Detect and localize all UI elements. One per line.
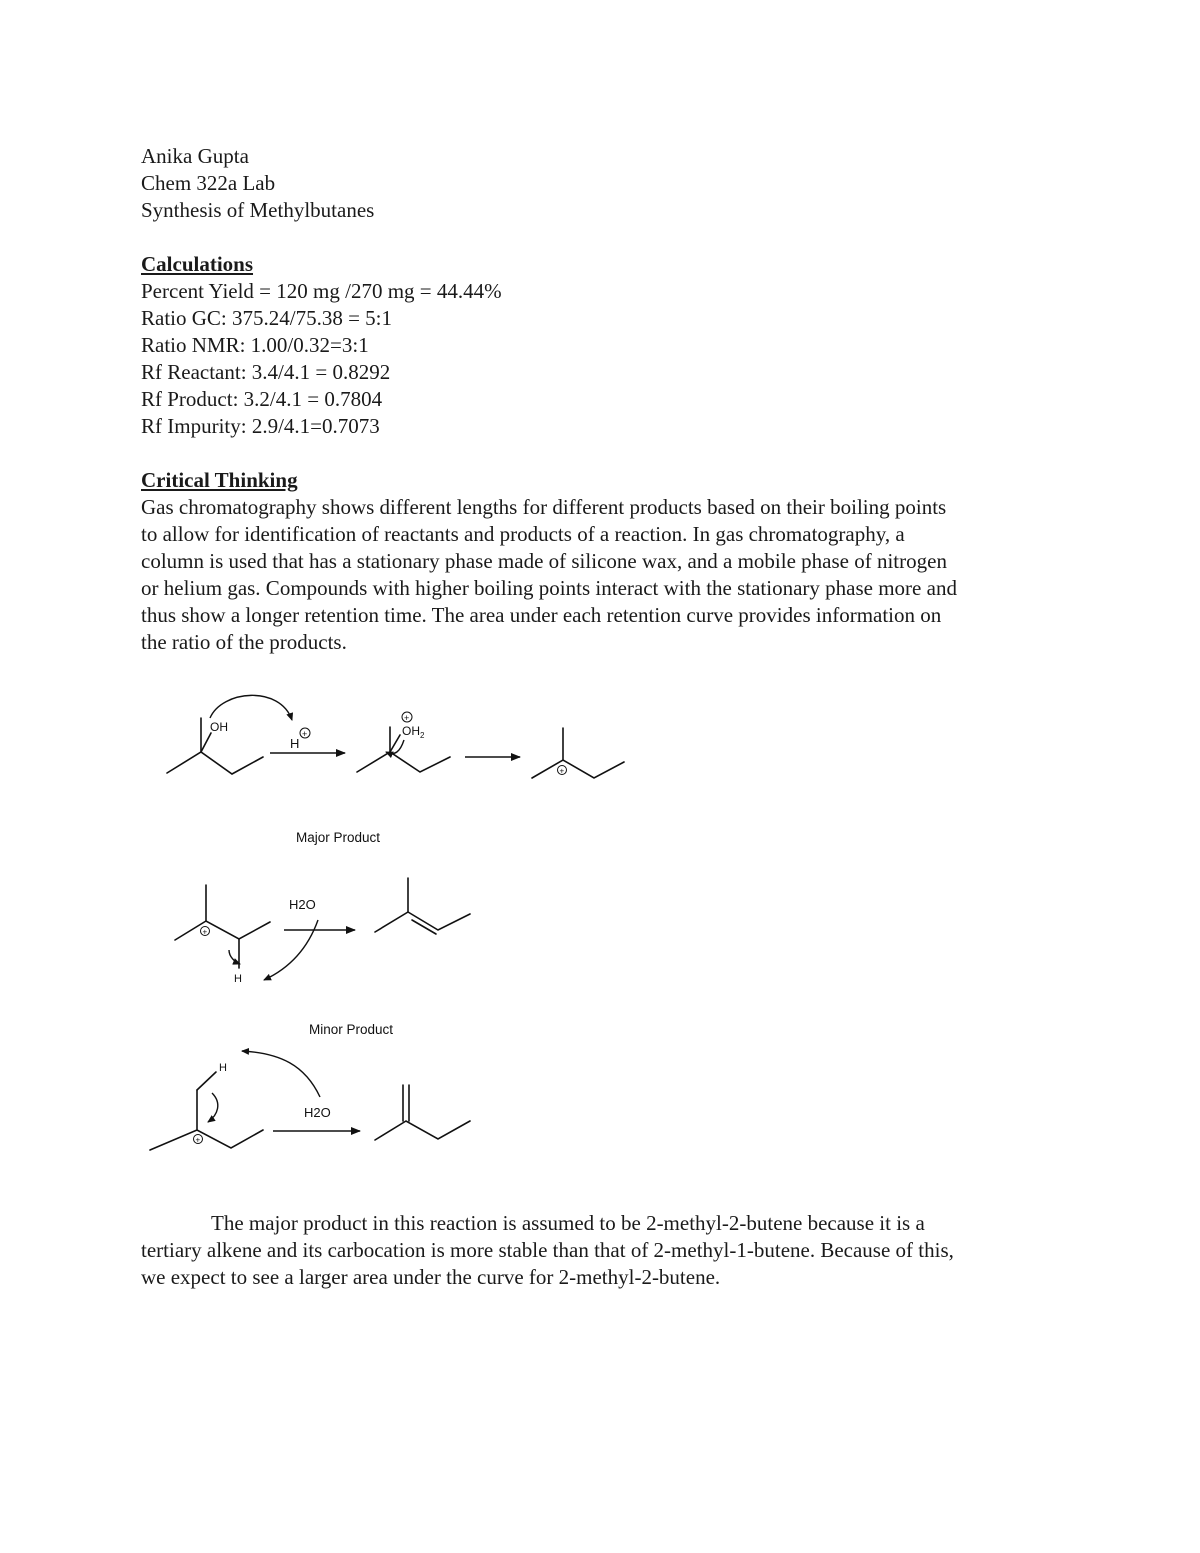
h-plus-label: H bbox=[290, 736, 300, 751]
paragraph-line: thus show a longer retention time. The area under each retention curve provides information on bbox=[141, 603, 942, 627]
curved-arrow-icon bbox=[208, 1093, 218, 1122]
alcohol-structure bbox=[167, 718, 263, 774]
calc-line-rf-impurity: Rf Impurity: 2.9/4.1=0.7073 bbox=[141, 414, 380, 438]
calc-line-rf-product: Rf Product: 3.2/4.1 = 0.7804 bbox=[141, 387, 383, 411]
plus-charge-icon: + bbox=[202, 927, 208, 937]
paragraph-line: or helium gas. Compounds with higher boiling points interact with the stationary phase more and bbox=[141, 576, 957, 600]
major-alkene-structure bbox=[375, 878, 470, 934]
conclusion-paragraph bbox=[141, 1210, 1071, 1291]
calculations-section bbox=[141, 251, 1071, 440]
paragraph-line: tertiary alkene and its carbocation is more stable than that of 2-methyl-1-butene. Because of this, bbox=[141, 1238, 954, 1262]
calc-line-percent-yield: Percent Yield = 120 mg /270 mg = 44.44% bbox=[141, 279, 502, 303]
carbocation-structure bbox=[532, 728, 624, 778]
oh-label: OH bbox=[210, 720, 228, 734]
calculations-heading: Calculations bbox=[141, 252, 254, 276]
plus-charge-icon: + bbox=[404, 713, 410, 723]
calc-line-ratio-nmr: Ratio NMR: 1.00/0.32=3:1 bbox=[141, 333, 369, 357]
water-label: H2O bbox=[289, 897, 316, 912]
major-product-label: Major Product bbox=[296, 830, 381, 845]
curved-arrow-icon bbox=[264, 920, 318, 980]
paragraph-line: to allow for identification of reactants and products of a reaction. In gas chromatography, a bbox=[141, 522, 905, 546]
carbocation-structure bbox=[150, 1062, 263, 1150]
reaction-mechanism-scheme bbox=[140, 680, 660, 1170]
plus-charge-icon: + bbox=[195, 1135, 201, 1145]
paragraph-line: column is used that has a stationary phase made of silicone wax, and a mobile phase of nitrogen bbox=[141, 549, 947, 573]
hydrogen-label: H bbox=[219, 1062, 227, 1074]
curved-arrow-icon bbox=[210, 695, 292, 720]
curved-arrow-icon bbox=[242, 1051, 320, 1097]
oh2-label: $OH_2$ bbox=[402, 724, 425, 740]
critical-thinking-heading: Critical Thinking bbox=[141, 468, 298, 492]
paragraph-line: we expect to see a larger area under the curve for 2-methyl-2-butene. bbox=[141, 1265, 721, 1289]
author-name: Anika Gupta bbox=[141, 144, 249, 168]
water-label: H2O bbox=[304, 1105, 331, 1120]
paragraph-line: Gas chromatography shows different lengths for different products based on their boiling points bbox=[141, 495, 947, 519]
hydrogen-label: H bbox=[234, 973, 242, 985]
svg-text:+: + bbox=[302, 729, 308, 739]
minor-product-label: Minor Product bbox=[309, 1022, 394, 1037]
plus-charge-icon: + bbox=[559, 766, 565, 776]
minor-alkene-structure bbox=[375, 1085, 470, 1140]
carbocation-structure bbox=[175, 885, 270, 985]
course-name: Chem 322a Lab bbox=[141, 171, 276, 195]
calc-line-ratio-gc: Ratio GC: 375.24/75.38 = 5:1 bbox=[141, 306, 393, 330]
plus-charge-icon bbox=[300, 728, 310, 739]
paragraph-line: The major product in this reaction is assumed to be 2-methyl-2-butene because it is a bbox=[211, 1211, 925, 1235]
report-title: Synthesis of Methylbutanes bbox=[141, 198, 375, 222]
calc-line-rf-reactant: Rf Reactant: 3.4/4.1 = 0.8292 bbox=[141, 360, 391, 384]
critical-thinking-section bbox=[141, 467, 1071, 656]
header-block bbox=[141, 143, 1071, 224]
paragraph-line: the ratio of the products. bbox=[141, 630, 347, 654]
